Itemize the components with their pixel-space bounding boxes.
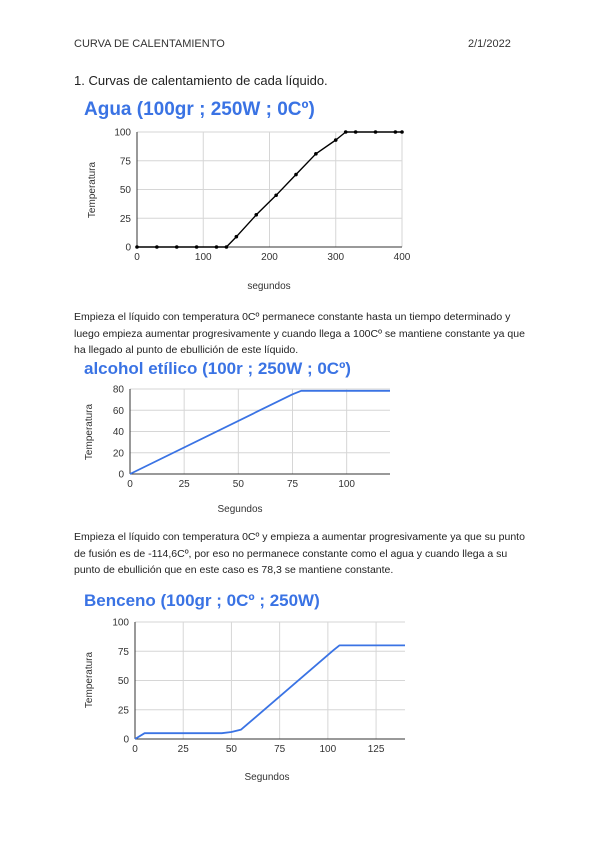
y-tick-label: 25 [119, 213, 131, 225]
data-point [254, 213, 258, 217]
document-date: 2/1/2022 [468, 38, 511, 50]
x-tick-label: 100 [338, 479, 356, 490]
y-axis-label: Temperatura [87, 161, 98, 219]
y-tick-label: 0 [118, 469, 124, 481]
data-point [155, 245, 159, 249]
document-title: CURVA DE CALENTAMIENTO [74, 38, 225, 50]
data-point [175, 245, 179, 249]
x-axis-label: Segundos [244, 772, 290, 783]
y-tick-label: 20 [112, 448, 124, 460]
chart-alcohol [80, 382, 400, 517]
x-tick-label: 400 [393, 252, 411, 263]
data-point [394, 130, 398, 134]
x-tick-label: 50 [225, 744, 237, 755]
x-tick-label: 75 [274, 744, 286, 755]
y-axis-label: Temperatura [84, 651, 95, 709]
data-point [235, 235, 239, 239]
data-point [334, 138, 338, 142]
data-point [354, 130, 358, 134]
y-axis-label: Temperatura [84, 403, 95, 461]
y-tick-label: 100 [114, 127, 131, 139]
x-tick-label: 200 [261, 252, 278, 263]
data-point [344, 130, 348, 134]
y-tick-label: 40 [112, 427, 124, 438]
y-tick-label: 75 [117, 646, 129, 658]
x-tick-label: 300 [327, 252, 345, 263]
chart-title-agua: Agua (100gr ; 250W ; 0Cº) [84, 99, 315, 120]
paragraph-alcohol: Empieza el líquido con temperatura 0Cº y empieza a aumentar progresivamente ya que su punto de fusión es de -114,6Cº, por eso no permanece constante como el agua y cuando llega a su punto de ebullición que en este caso es 78,3 se mantiene constante. [74, 531, 525, 576]
data-point [400, 130, 404, 134]
data-point [374, 130, 378, 134]
x-axis-label: segundos [247, 281, 291, 292]
x-tick-label: 0 [132, 744, 138, 755]
data-point [135, 245, 139, 249]
y-tick-label: 60 [112, 405, 124, 417]
x-tick-label: 100 [319, 744, 337, 755]
section-heading: 1. Curvas de calentamiento de cada líquido. [74, 73, 328, 88]
chart-agua [82, 122, 422, 297]
x-tick-label: 25 [177, 744, 189, 755]
x-tick-label: 125 [367, 744, 385, 755]
series-line [135, 645, 405, 739]
chart-benceno [80, 614, 415, 786]
data-point [225, 245, 229, 249]
x-axis-label: Segundos [217, 504, 263, 515]
x-tick-label: 75 [286, 479, 299, 490]
y-tick-label: 25 [117, 705, 129, 717]
y-tick-label: 50 [117, 676, 129, 687]
x-tick-label: 0 [134, 252, 140, 263]
paragraph-agua: Empieza el líquido con temperatura 0Cº permanece constante hasta un tiempo determinado y luego empieza aumentar progresivamente y cuando llega a 100Cº se mantiene constante ya que ha llegado al punto de ebullición de este líquido. [74, 311, 525, 356]
y-tick-label: 75 [119, 156, 131, 168]
data-point [215, 245, 219, 249]
y-tick-label: 100 [112, 617, 129, 629]
y-tick-label: 0 [123, 734, 129, 746]
y-tick-label: 50 [119, 185, 131, 196]
x-tick-label: 25 [178, 479, 190, 490]
chart-title-alcohol: alcohol etílico (100r ; 250W ; 0Cº) [84, 359, 351, 378]
x-tick-label: 50 [232, 479, 244, 490]
y-tick-label: 0 [125, 242, 131, 254]
data-point [195, 245, 199, 249]
y-tick-label: 80 [112, 384, 124, 396]
x-tick-label: 0 [127, 479, 133, 490]
series-line [130, 391, 390, 474]
x-tick-label: 100 [194, 252, 212, 263]
data-point [294, 173, 298, 177]
data-point [314, 152, 318, 156]
chart-title-benceno: Benceno (100gr ; 0Cº ; 250W) [84, 591, 320, 610]
data-point [274, 193, 278, 197]
